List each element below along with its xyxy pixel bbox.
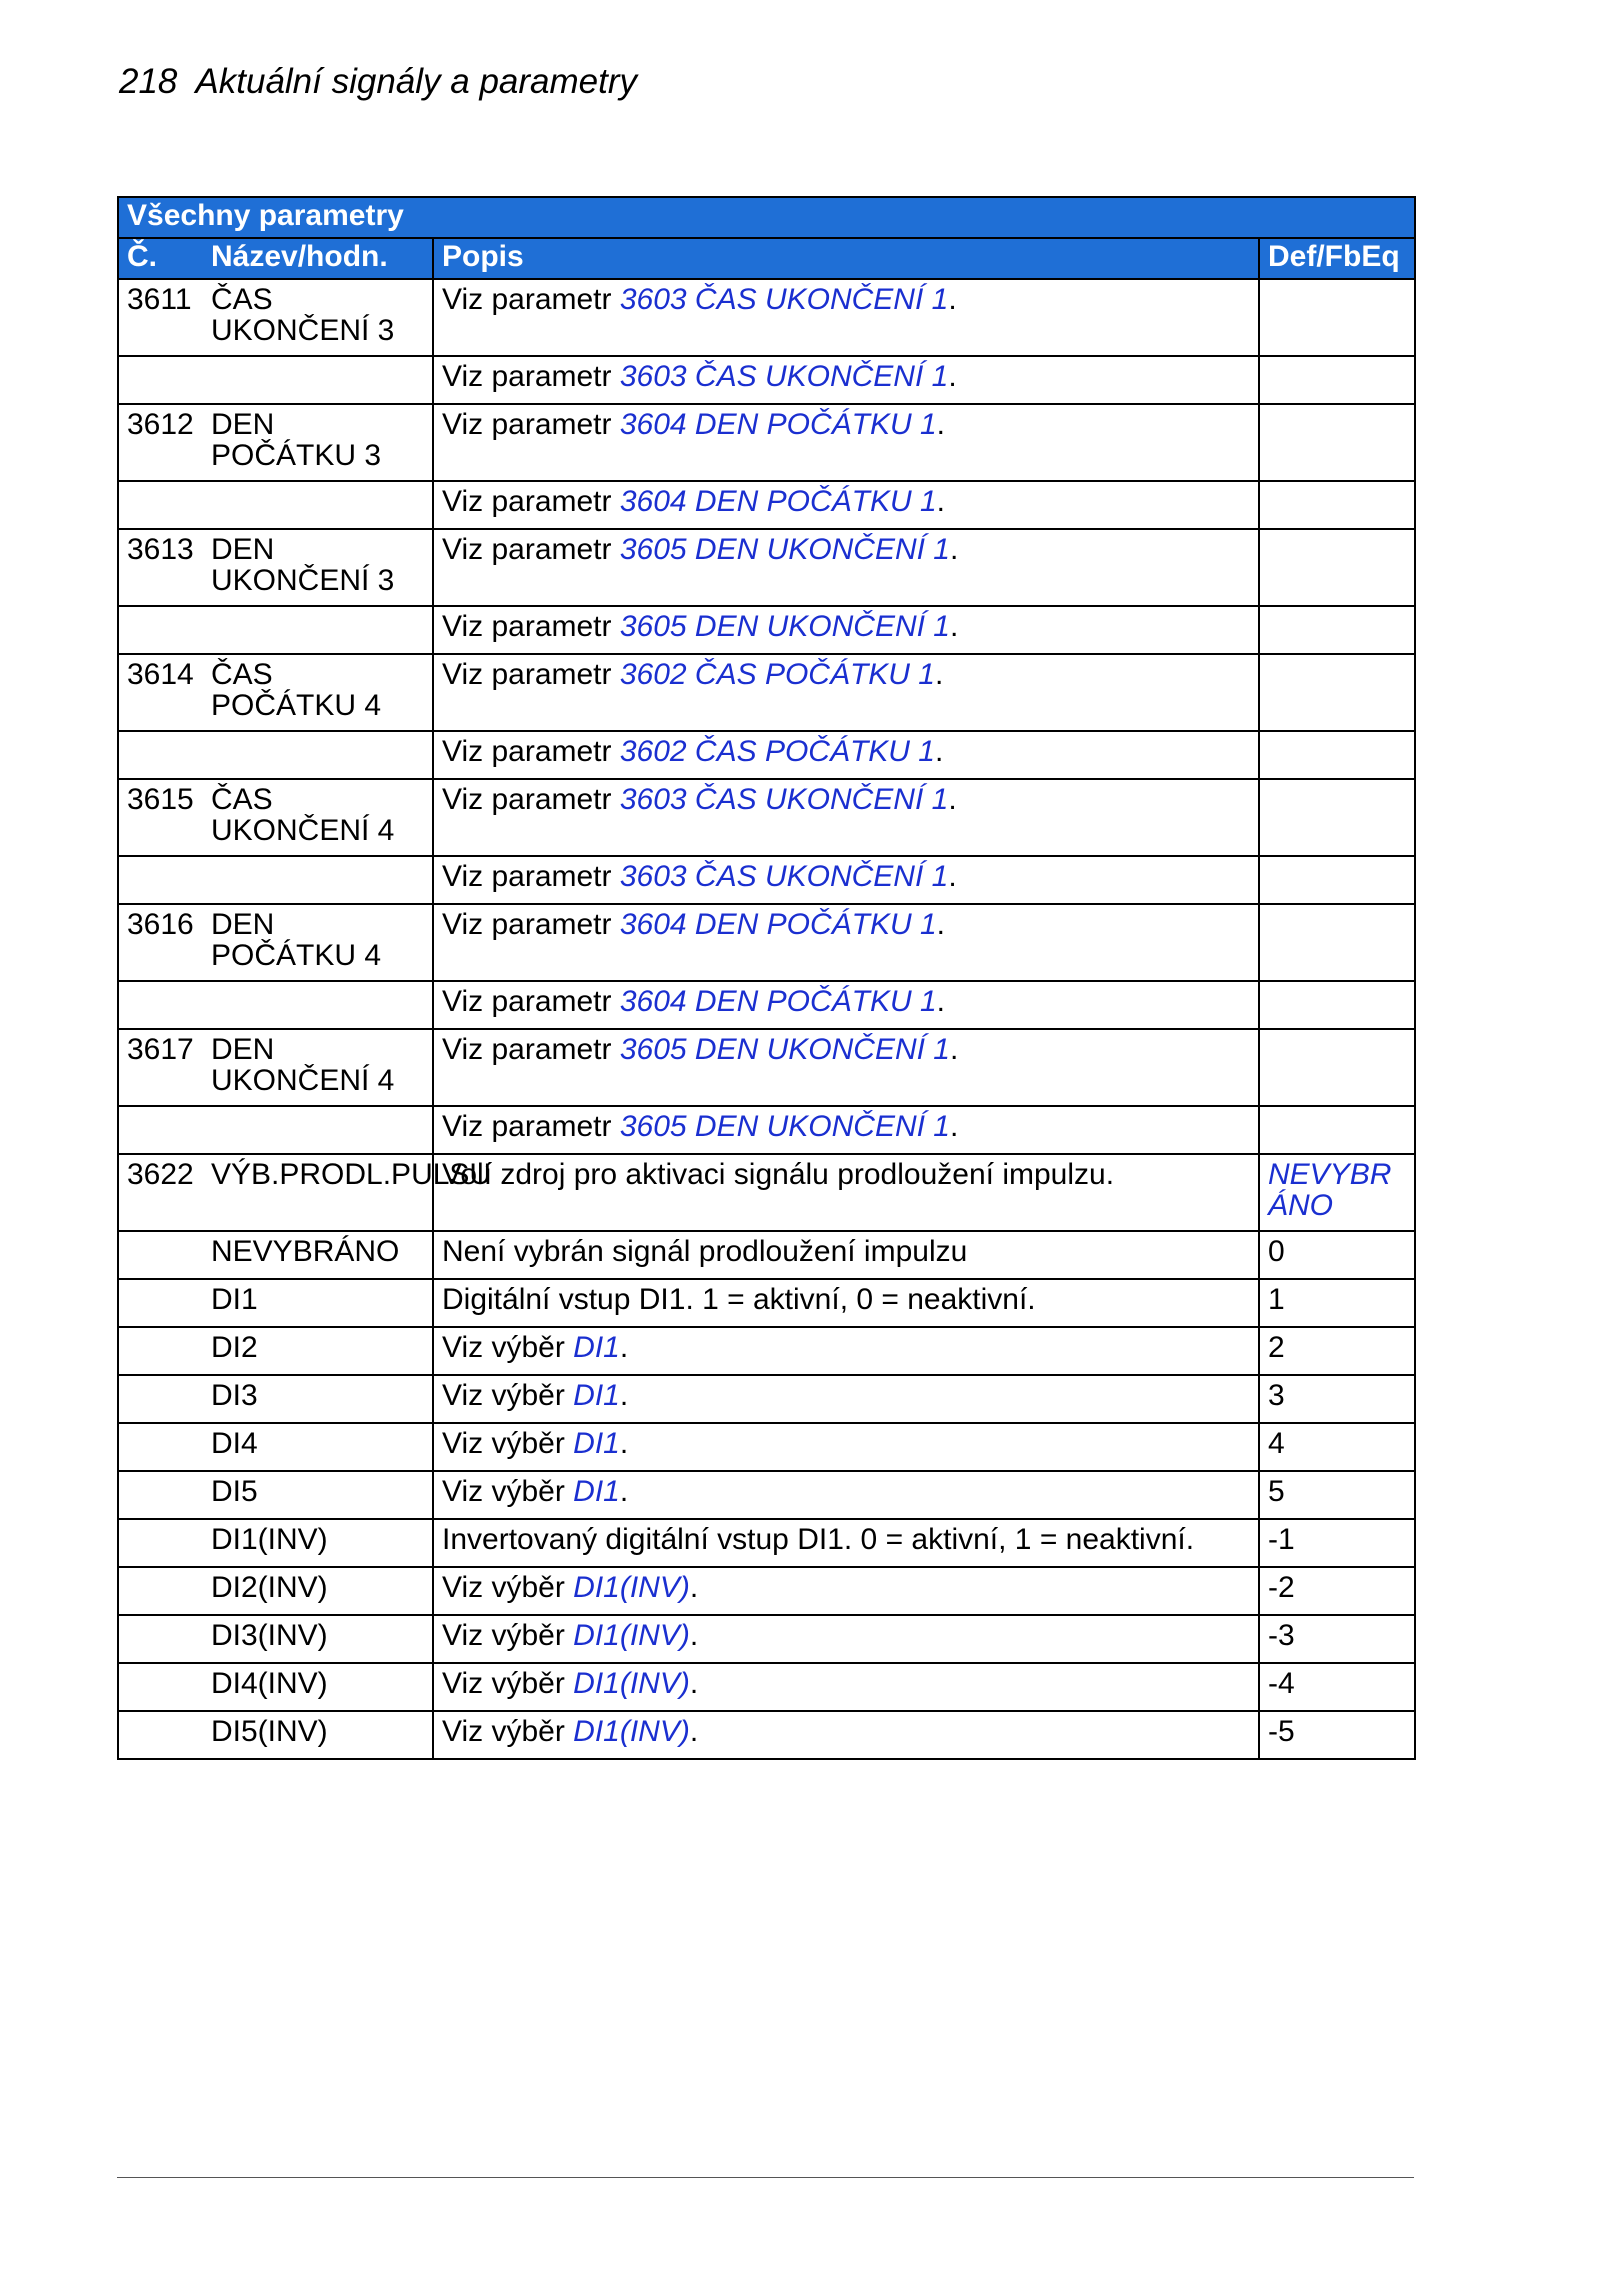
description-text: Invertovaný digitální vstup DI1. 0 = aktivní, 1 = neaktivní. <box>442 1523 1195 1556</box>
description-text: Viz výběr <box>442 1619 574 1652</box>
param-name: DI2(INV) <box>211 1571 328 1604</box>
param-name: DI5(INV) <box>211 1715 328 1748</box>
table-row <box>118 1423 1415 1471</box>
cell-no-name <box>118 356 433 404</box>
cross-reference-link[interactable]: DI1 <box>573 1331 620 1364</box>
description-text: Viz parametr <box>442 533 620 566</box>
table-row <box>118 529 1415 606</box>
cross-reference-link[interactable]: 3602 ČAS POČÁTKU 1 <box>619 658 935 691</box>
cell-no-name <box>118 1567 433 1615</box>
cell-no-name <box>118 481 433 529</box>
param-name: ČAS UKONČENÍ 3 <box>211 283 395 347</box>
cell-description <box>433 1471 1259 1519</box>
cross-reference-link[interactable]: 3604 DEN POČÁTKU 1 <box>619 408 937 441</box>
cell-def-fbeq: 4 <box>1259 1423 1415 1471</box>
description-text: Viz parametr <box>442 283 620 316</box>
param-number <box>127 1476 211 1507</box>
description-tail: . <box>948 783 957 816</box>
cell-no-name <box>118 279 433 356</box>
param-name: DI5 <box>211 1475 258 1508</box>
cell-def-fbeq: -5 <box>1259 1711 1415 1759</box>
param-number: 3622 <box>127 1158 194 1191</box>
cell-description <box>433 654 1259 731</box>
cross-reference-link[interactable]: DI1 <box>573 1427 620 1460</box>
param-name: DI3(INV) <box>211 1619 328 1652</box>
cell-def-fbeq <box>1259 529 1415 606</box>
param-number: 3615 <box>127 783 194 816</box>
param-number <box>127 1716 211 1747</box>
cell-description <box>433 606 1259 654</box>
table-row <box>118 606 1415 654</box>
description-tail: . <box>689 1715 699 1748</box>
param-name: DI1(INV) <box>211 1523 328 1556</box>
description-text: Viz výběr <box>442 1475 574 1508</box>
col-header-no: Č. <box>127 240 157 273</box>
description-tail: . <box>948 360 957 393</box>
param-number: 3613 <box>127 533 194 566</box>
cell-def-fbeq: -3 <box>1259 1615 1415 1663</box>
description-text: Viz parametr <box>442 908 620 941</box>
param-number <box>127 1332 211 1363</box>
description-tail: . <box>689 1667 699 1700</box>
cell-description <box>433 404 1259 481</box>
cell-no-name <box>118 606 433 654</box>
table-row <box>118 1615 1415 1663</box>
cell-description <box>433 481 1259 529</box>
cell-no-name <box>118 1231 433 1279</box>
cell-description <box>433 1615 1259 1663</box>
table-row <box>118 856 1415 904</box>
cell-description <box>433 731 1259 779</box>
param-number <box>127 1572 211 1603</box>
cell-description <box>433 1423 1259 1471</box>
footer-divider <box>117 2177 1414 2178</box>
cell-description <box>433 1567 1259 1615</box>
cell-def-fbeq <box>1259 856 1415 904</box>
description-tail: . <box>936 908 945 941</box>
param-name: DI2 <box>211 1331 258 1364</box>
param-name: DEN UKONČENÍ 4 <box>211 1033 395 1097</box>
description-text: Viz parametr <box>442 610 620 643</box>
description-tail: . <box>689 1571 699 1604</box>
description-text: Viz parametr <box>442 985 620 1018</box>
cell-def-fbeq <box>1259 481 1415 529</box>
cell-description <box>433 1519 1259 1567</box>
table-header-row <box>118 238 1415 279</box>
cell-no-name <box>118 1711 433 1759</box>
table-row <box>118 1519 1415 1567</box>
cell-description <box>433 279 1259 356</box>
param-number: 3616 <box>127 908 194 941</box>
param-name: DI3 <box>211 1379 258 1412</box>
cell-def-fbeq <box>1259 731 1415 779</box>
cell-no-name <box>118 981 433 1029</box>
parameters-table <box>117 196 1416 1760</box>
table-row <box>118 1471 1415 1519</box>
description-tail: . <box>619 1475 629 1508</box>
description-text: Viz parametr <box>442 860 620 893</box>
cross-reference-link[interactable]: 3604 DEN POČÁTKU 1 <box>619 485 937 518</box>
description-text: Viz výběr <box>442 1331 574 1364</box>
cell-description <box>433 1663 1259 1711</box>
cell-def-fbeq: 2 <box>1259 1327 1415 1375</box>
description-text: Viz parametr <box>442 1033 620 1066</box>
cell-no-name <box>118 856 433 904</box>
param-number <box>127 1380 211 1411</box>
cell-def-fbeq <box>1259 1106 1415 1154</box>
table-row <box>118 1154 1415 1231</box>
description-tail: . <box>949 1033 959 1066</box>
cross-reference-link[interactable]: DI1(INV) <box>573 1667 690 1700</box>
cell-def-fbeq <box>1259 1029 1415 1106</box>
page-number: 218 <box>119 62 178 101</box>
table-row <box>118 1279 1415 1327</box>
cell-def-fbeq <box>1259 356 1415 404</box>
param-number: 3612 <box>127 408 194 441</box>
cell-def-fbeq <box>1259 779 1415 856</box>
description-tail: . <box>949 610 959 643</box>
description-tail: . <box>949 1110 959 1143</box>
param-number: 3614 <box>127 658 194 691</box>
table-row <box>118 1663 1415 1711</box>
description-text: Digitální vstup DI1. 1 = aktivní, 0 = neaktivní. <box>442 1283 1036 1316</box>
param-name: ČAS UKONČENÍ 4 <box>211 783 395 847</box>
cell-no-name <box>118 1375 433 1423</box>
table-row <box>118 1375 1415 1423</box>
cross-reference-link[interactable]: 3605 DEN UKONČENÍ 1 <box>619 610 950 643</box>
cell-description <box>433 1375 1259 1423</box>
description-text: Viz parametr <box>442 658 620 691</box>
cross-reference-link[interactable]: 3602 ČAS POČÁTKU 1 <box>619 735 935 768</box>
description-tail: . <box>935 735 944 768</box>
cross-reference-link[interactable]: DI1(INV) <box>573 1619 690 1652</box>
cell-no-name <box>118 1154 492 1231</box>
table-row <box>118 654 1415 731</box>
page-title: Aktuální signály a parametry <box>195 62 638 101</box>
description-tail: . <box>949 533 959 566</box>
table-row <box>118 1106 1415 1154</box>
cross-reference-link[interactable]: 3603 ČAS UKONČENÍ 1 <box>619 283 949 316</box>
cell-def-fbeq: -4 <box>1259 1663 1415 1711</box>
cross-reference-link[interactable]: 3604 DEN POČÁTKU 1 <box>619 908 937 941</box>
description-tail: . <box>619 1331 629 1364</box>
param-name: DI4(INV) <box>211 1667 328 1700</box>
table-row <box>118 1567 1415 1615</box>
cell-description <box>433 1279 1259 1327</box>
param-number <box>127 1524 211 1555</box>
cell-no-name <box>118 1663 433 1711</box>
table-row <box>118 1327 1415 1375</box>
col-header-def: Def/FbEq <box>1259 238 1415 279</box>
cell-no-name <box>118 1519 433 1567</box>
cell-description <box>433 856 1259 904</box>
cross-reference-link[interactable]: 3605 DEN UKONČENÍ 1 <box>619 533 950 566</box>
description-text: Viz výběr <box>442 1379 574 1412</box>
cell-no-name <box>118 731 433 779</box>
description-text: Viz parametr <box>442 1110 620 1143</box>
table-body <box>118 279 1415 1759</box>
cell-description <box>433 1029 1259 1106</box>
param-name: DI4 <box>211 1427 258 1460</box>
param-name: DEN POČÁTKU 3 <box>211 408 382 472</box>
param-name: DEN POČÁTKU 4 <box>211 908 382 972</box>
table-row <box>118 904 1415 981</box>
cell-description <box>433 981 1259 1029</box>
cell-description <box>433 1231 1259 1279</box>
cross-reference-link[interactable]: 3605 DEN UKONČENÍ 1 <box>619 1110 950 1143</box>
table-row <box>118 356 1415 404</box>
cell-description <box>433 1711 1259 1759</box>
cross-reference-link[interactable]: 3603 ČAS UKONČENÍ 1 <box>619 360 949 393</box>
cell-description <box>433 356 1259 404</box>
description-tail: . <box>948 860 957 893</box>
cell-description <box>433 529 1259 606</box>
cell-def-fbeq: -2 <box>1259 1567 1415 1615</box>
description-text: Viz výběr <box>442 1427 574 1460</box>
cell-no-name <box>118 404 433 481</box>
cell-no-name <box>118 654 433 731</box>
cell-description <box>433 1154 1259 1231</box>
description-text: Viz výběr <box>442 1715 574 1748</box>
description-tail: . <box>936 408 945 441</box>
cell-def-fbeq: 5 <box>1259 1471 1415 1519</box>
param-number <box>127 1284 211 1315</box>
description-text: Volí zdroj pro aktivaci signálu prodloužení impulzu. <box>442 1158 1115 1191</box>
cross-reference-link[interactable]: 3604 DEN POČÁTKU 1 <box>619 985 937 1018</box>
cell-no-name <box>118 1423 433 1471</box>
col-header-desc: Popis <box>433 238 1259 279</box>
cell-def-fbeq <box>1259 981 1415 1029</box>
cell-def-fbeq[interactable]: NEVYBRÁNO <box>1259 1154 1415 1231</box>
description-text: Viz parametr <box>442 735 620 768</box>
cell-no-name <box>118 1279 433 1327</box>
description-tail: . <box>935 658 944 691</box>
cell-description <box>433 904 1259 981</box>
cell-no-name <box>118 779 433 856</box>
cell-no-name <box>118 529 433 606</box>
col-header-name: Název/hodn. <box>211 240 388 273</box>
param-name: NEVYBRÁNO <box>211 1235 400 1268</box>
cross-reference-link[interactable]: 3603 ČAS UKONČENÍ 1 <box>619 783 949 816</box>
cell-no-name <box>118 904 433 981</box>
description-text: Viz parametr <box>442 408 620 441</box>
param-name: ČAS POČÁTKU 4 <box>211 658 382 722</box>
description-text: Viz výběr <box>442 1667 574 1700</box>
cell-def-fbeq <box>1259 654 1415 731</box>
table-row <box>118 404 1415 481</box>
table-row <box>118 731 1415 779</box>
table-row <box>118 779 1415 856</box>
description-tail: . <box>936 985 945 1018</box>
col-header-no-name <box>118 238 433 279</box>
param-number <box>127 1236 211 1267</box>
cell-def-fbeq <box>1259 904 1415 981</box>
param-number <box>127 1668 211 1699</box>
cross-reference-link[interactable]: DI1(INV) <box>573 1571 690 1604</box>
cell-def-fbeq: 3 <box>1259 1375 1415 1423</box>
description-tail: . <box>619 1379 629 1412</box>
description-text: Viz parametr <box>442 783 620 816</box>
cell-def-fbeq: -1 <box>1259 1519 1415 1567</box>
cell-no-name <box>118 1029 433 1106</box>
param-name: VÝB.PRODL.PULSU <box>211 1158 492 1191</box>
description-tail: . <box>936 485 945 518</box>
cell-description <box>433 1327 1259 1375</box>
description-text: Viz parametr <box>442 360 620 393</box>
param-name: DI1 <box>211 1283 258 1316</box>
table-row <box>118 279 1415 356</box>
table-row <box>118 1231 1415 1279</box>
cell-def-fbeq <box>1259 404 1415 481</box>
description-text: Viz parametr <box>442 485 620 518</box>
param-name: DEN UKONČENÍ 3 <box>211 533 395 597</box>
cell-description <box>433 779 1259 856</box>
cell-no-name <box>118 1106 433 1154</box>
table-row <box>118 1029 1415 1106</box>
description-tail: . <box>689 1619 699 1652</box>
param-number <box>127 1428 211 1459</box>
cell-def-fbeq <box>1259 606 1415 654</box>
description-tail: . <box>948 283 957 316</box>
cell-def-fbeq: 0 <box>1259 1231 1415 1279</box>
table-row <box>118 981 1415 1029</box>
table-row <box>118 1711 1415 1759</box>
description-text: Není vybrán signál prodloužení impulzu <box>442 1235 968 1268</box>
cross-reference-link[interactable]: 3603 ČAS UKONČENÍ 1 <box>619 860 949 893</box>
description-tail: . <box>619 1427 629 1460</box>
param-number <box>127 1620 211 1651</box>
param-number: 3611 <box>127 283 192 316</box>
cell-description <box>433 1106 1259 1154</box>
cross-reference-link[interactable]: DI1 <box>573 1475 620 1508</box>
table-title-row <box>118 197 1415 238</box>
cross-reference-link[interactable]: 3605 DEN UKONČENÍ 1 <box>619 1033 950 1066</box>
cell-no-name <box>118 1471 433 1519</box>
table-title: Všechny parametry <box>118 197 1415 238</box>
table-row <box>118 481 1415 529</box>
cell-def-fbeq <box>1259 279 1415 356</box>
cell-def-fbeq: 1 <box>1259 1279 1415 1327</box>
param-number: 3617 <box>127 1033 194 1066</box>
page-header <box>119 62 637 102</box>
cell-no-name <box>118 1327 433 1375</box>
description-text: Viz výběr <box>442 1571 574 1604</box>
cross-reference-link[interactable]: DI1 <box>573 1379 620 1412</box>
cross-reference-link[interactable]: DI1(INV) <box>573 1715 690 1748</box>
cell-no-name <box>118 1615 433 1663</box>
